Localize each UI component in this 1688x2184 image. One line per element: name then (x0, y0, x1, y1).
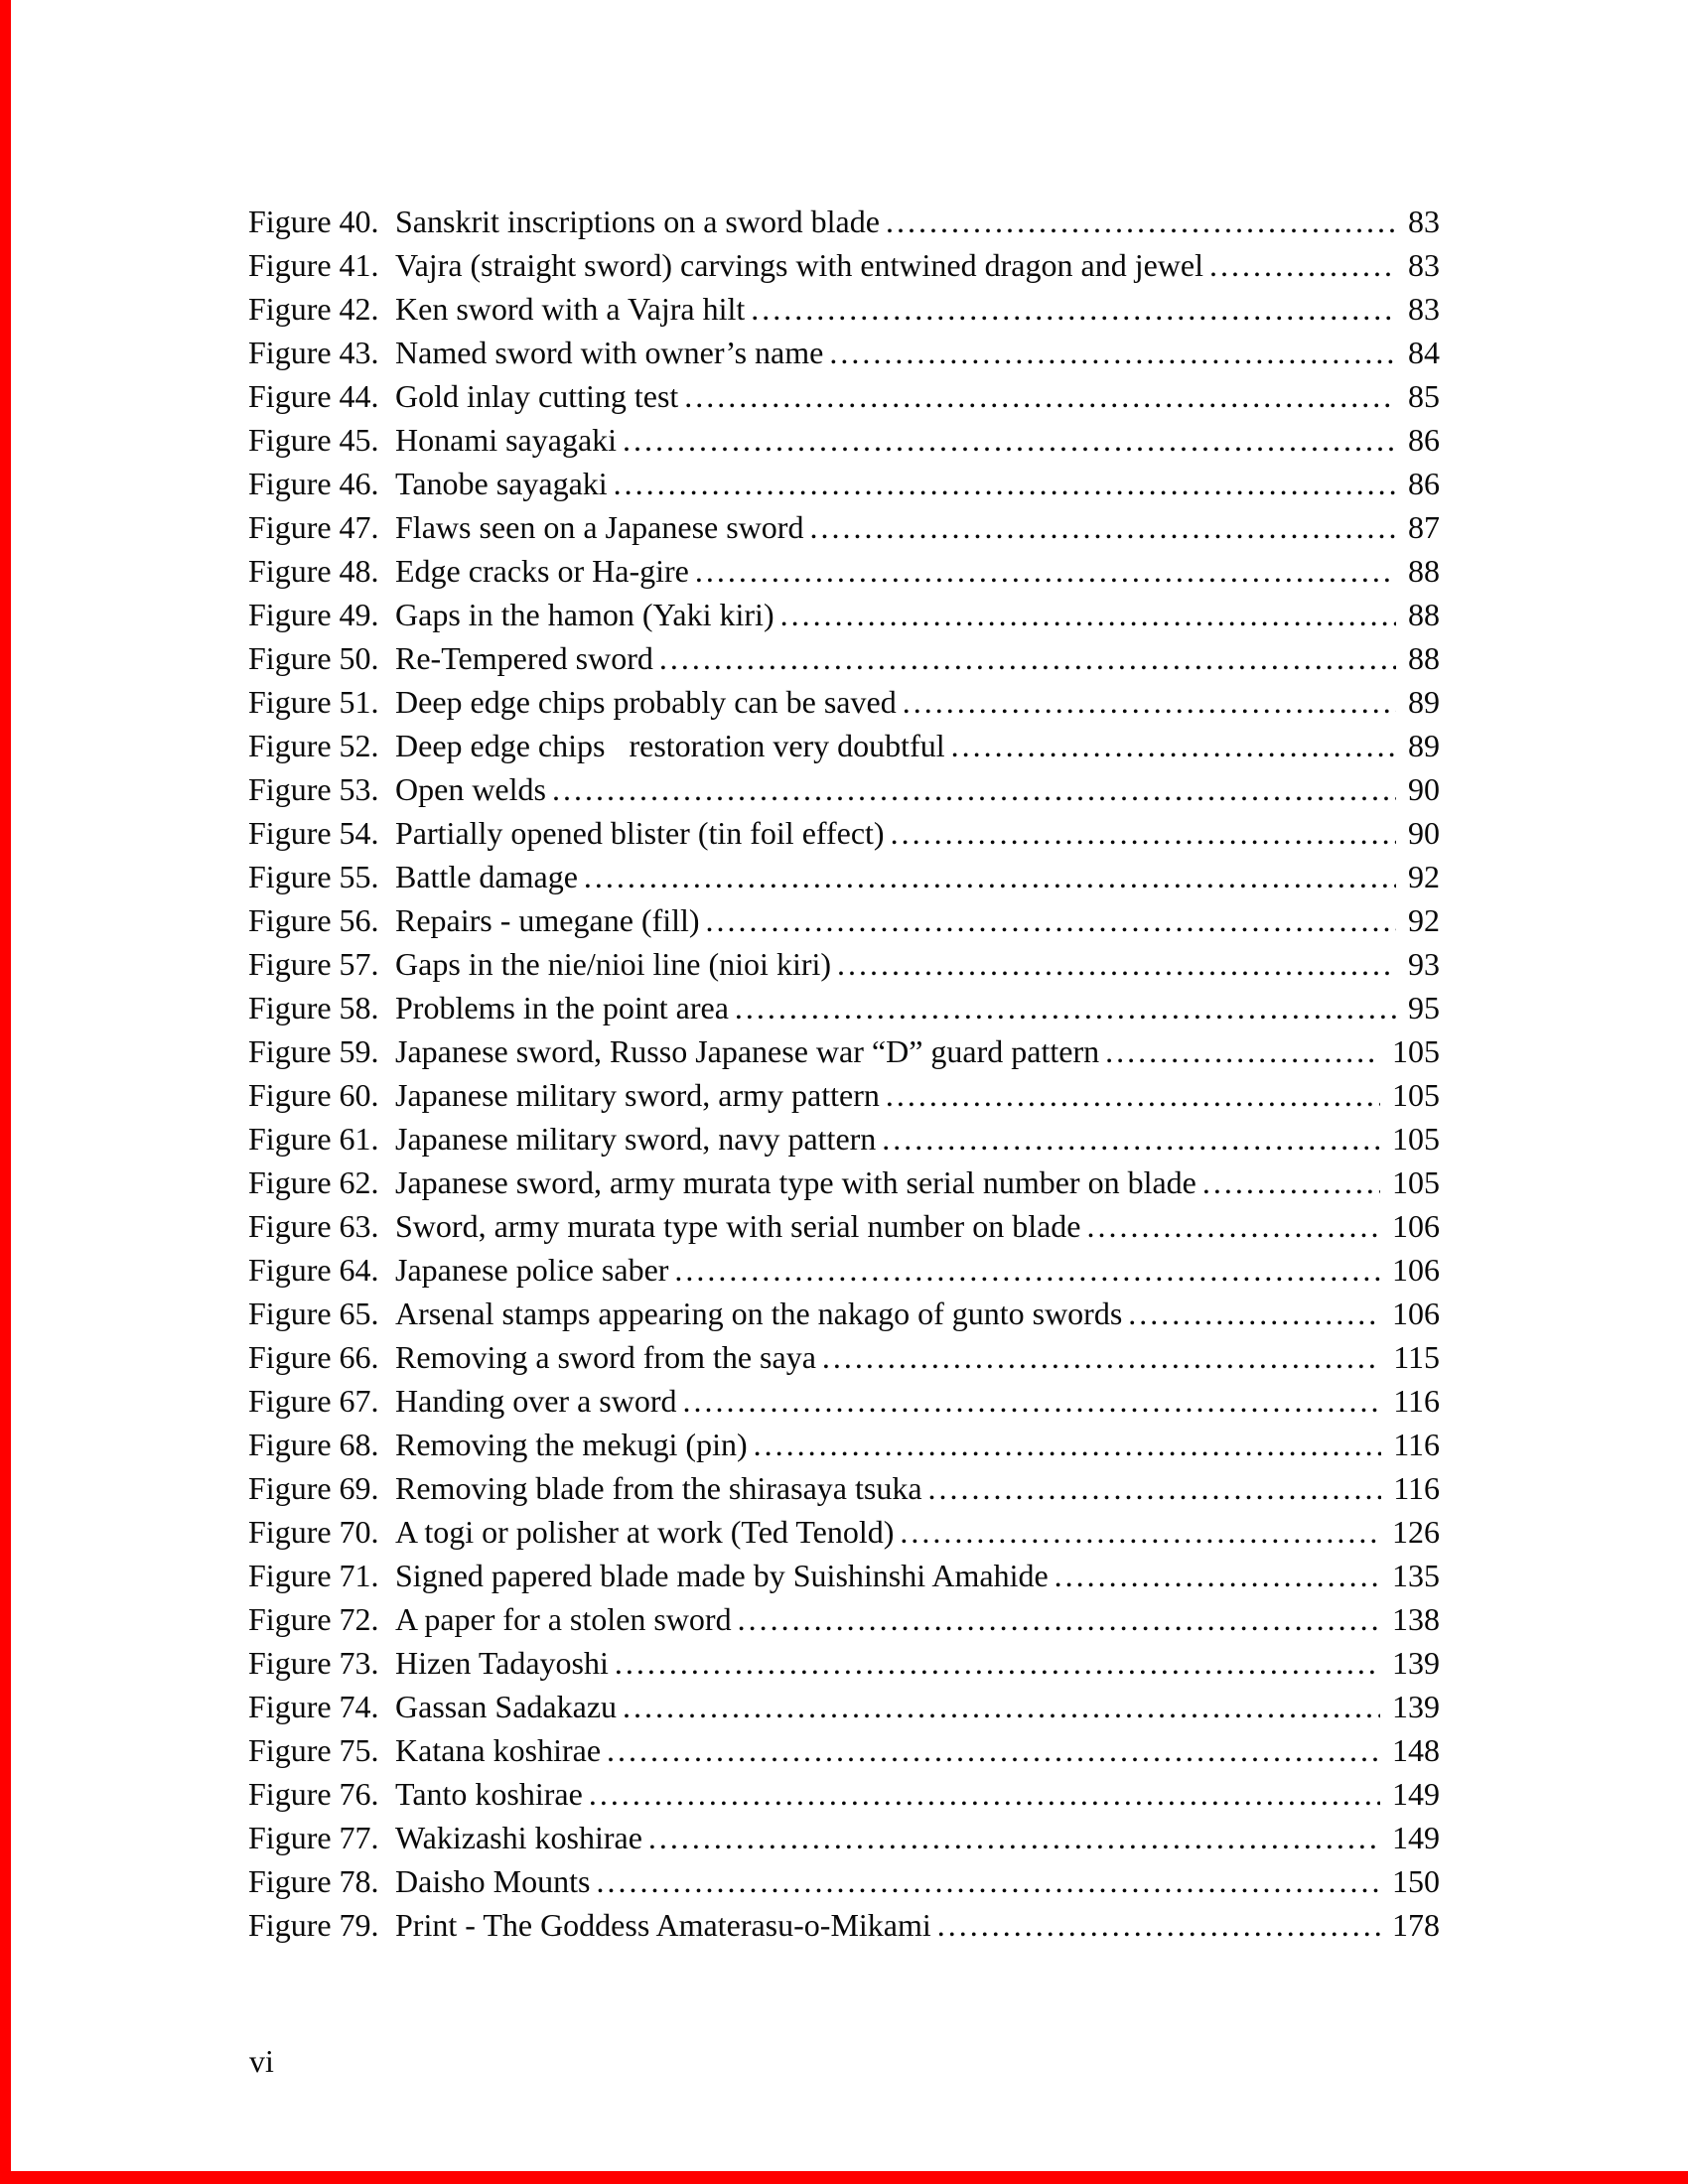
figure-entry (248, 1859, 1440, 1903)
dot-leader (945, 728, 1440, 763)
figure-entry-page: 126 (1380, 1510, 1440, 1554)
dot-leader (885, 815, 1440, 851)
dot-leader (608, 466, 1440, 501)
dot-leader (894, 1514, 1440, 1550)
figure-entry-title: Removing blade from the shirasaya tsuka (395, 1470, 922, 1506)
figure-entry-title: Print - The Goddess Amaterasu-o-Mikami (395, 1907, 931, 1943)
figure-entry (248, 505, 1440, 549)
figure-entry-label: Figure 70. (248, 1514, 379, 1550)
figure-entry-title: Repairs - umegane (fill) (395, 902, 700, 938)
figure-entry-title: A paper for a stolen sword (395, 1601, 732, 1637)
figure-entry-label: Figure 54. (248, 815, 379, 851)
dot-leader (583, 1776, 1440, 1812)
figure-entry-title: Removing a sword from the saya (395, 1339, 816, 1375)
dot-leader (831, 946, 1440, 982)
figure-entry (248, 636, 1440, 680)
figure-entry (248, 200, 1440, 243)
figure-entry-page: 116 (1381, 1466, 1440, 1510)
figure-entry-page: 106 (1380, 1292, 1440, 1335)
figure-entry-title: Japanese police saber (395, 1252, 669, 1288)
dot-leader (546, 771, 1440, 807)
figure-entry-title: Gassan Sadakazu (395, 1689, 618, 1724)
figure-entry (248, 1117, 1440, 1160)
figure-entry-label: Figure 60. (248, 1077, 379, 1113)
figure-entry-page: 88 (1396, 549, 1440, 593)
figure-entry-title: Flaws seen on a Japanese sword (395, 509, 804, 545)
scan-edge-left (0, 0, 11, 2184)
dot-leader (617, 422, 1440, 458)
dot-leader (617, 1689, 1440, 1724)
figure-entry-title: Named sword with owner’s name (395, 335, 824, 370)
figure-entry-page: 86 (1396, 462, 1440, 505)
figure-entry (248, 1073, 1440, 1117)
figure-entry-label: Figure 44. (248, 378, 379, 414)
figure-entry (248, 1204, 1440, 1248)
figure-entry-label: Figure 42. (248, 291, 379, 327)
figure-entry-label: Figure 71. (248, 1558, 379, 1593)
figure-entry-title: Tanto koshirae (395, 1776, 583, 1812)
figure-entry-title: Tanobe sayagaki (395, 466, 608, 501)
dot-leader (922, 1470, 1440, 1506)
figure-entry-label: Figure 53. (248, 771, 379, 807)
figure-entry (248, 1292, 1440, 1335)
figure-entry-title: Gaps in the nie/nioi line (nioi kiri) (395, 946, 832, 982)
dot-leader (880, 204, 1440, 239)
figure-entry-label: Figure 58. (248, 990, 379, 1025)
dot-leader (678, 378, 1440, 414)
figure-entry (248, 1335, 1440, 1379)
figure-entry-page: 83 (1396, 287, 1440, 331)
figure-entry-label: Figure 61. (248, 1121, 379, 1157)
figure-entry-page: 105 (1380, 1073, 1440, 1117)
figure-entry-title: Partially opened blister (tin foil effect) (395, 815, 885, 851)
figure-entry (248, 1554, 1440, 1597)
figure-entry-title: Signed papered blade made by Suishinshi Amahide (395, 1558, 1049, 1593)
figure-entry-label: Figure 45. (248, 422, 379, 458)
dot-leader (668, 1252, 1440, 1288)
figure-entry-label: Figure 66. (248, 1339, 379, 1375)
figure-entry-label: Figure 74. (248, 1689, 379, 1724)
figure-entry (248, 1641, 1440, 1685)
figure-entry (248, 811, 1440, 855)
figure-entry (248, 986, 1440, 1029)
figure-entry (248, 855, 1440, 898)
figure-entry-title: Re-Tempered sword (395, 640, 653, 676)
figure-entry-label: Figure 55. (248, 859, 379, 894)
figure-entry-label: Figure 40. (248, 204, 379, 239)
dot-leader (748, 1427, 1440, 1462)
figure-entry (248, 1903, 1440, 1947)
figure-entry-label: Figure 46. (248, 466, 379, 501)
figure-entry (248, 462, 1440, 505)
page-footer-number: vi (249, 2043, 274, 2079)
figure-entry-title: Vajra (straight sword) carvings with entwined dragon and jewel (395, 247, 1203, 283)
dot-leader (897, 684, 1440, 720)
figure-entry (248, 1772, 1440, 1816)
figure-entry-page: 89 (1396, 680, 1440, 724)
dot-leader (729, 990, 1440, 1025)
figure-entry-page: 84 (1396, 331, 1440, 374)
figure-entry-title: Removing the mekugi (pin) (395, 1427, 748, 1462)
figure-entry (248, 593, 1440, 636)
figure-entry-label: Figure 50. (248, 640, 379, 676)
figure-entry (248, 1248, 1440, 1292)
figure-entry (248, 1160, 1440, 1204)
figure-entry-page: 139 (1380, 1641, 1440, 1685)
dot-leader (774, 597, 1440, 632)
figure-entry-label: Figure 63. (248, 1208, 379, 1244)
figure-entry-title: Ken sword with a Vajra hilt (395, 291, 746, 327)
figure-entry (248, 418, 1440, 462)
dot-leader (689, 553, 1440, 589)
figure-entry-title: Gold inlay cutting test (395, 378, 679, 414)
figure-entry-page: 88 (1396, 593, 1440, 636)
figure-entry-title: Edge cracks or Ha-gire (395, 553, 689, 589)
figure-entry (248, 898, 1440, 942)
figure-entry-label: Figure 68. (248, 1427, 379, 1462)
figure-entry-page: 150 (1380, 1859, 1440, 1903)
figure-entry-title: Japanese military sword, navy pattern (395, 1121, 877, 1157)
scan-edge-bottom (0, 2171, 1688, 2184)
dot-leader (653, 640, 1440, 676)
figure-entry (248, 680, 1440, 724)
dot-leader (609, 1645, 1440, 1681)
dot-leader (876, 1121, 1440, 1157)
figure-entry-title: Japanese sword, Russo Japanese war “D” guard pattern (395, 1033, 1100, 1069)
figure-entry-page: 105 (1380, 1117, 1440, 1160)
dot-leader (880, 1077, 1440, 1113)
figure-entry-page: 83 (1396, 243, 1440, 287)
figure-entry-page: 83 (1396, 200, 1440, 243)
figure-entry-page: 87 (1396, 505, 1440, 549)
figure-entry (248, 767, 1440, 811)
figure-entry-page: 90 (1396, 811, 1440, 855)
figure-entry-label: Figure 52. (248, 728, 379, 763)
figure-entry-title: Wakizashi koshirae (395, 1820, 642, 1855)
figure-entry-title: Daisho Mounts (395, 1863, 591, 1899)
dot-leader (803, 509, 1440, 545)
figure-entry-title: Sword, army murata type with serial number on blade (395, 1208, 1081, 1244)
dot-leader (816, 1339, 1440, 1375)
figure-entry-page: 86 (1396, 418, 1440, 462)
figure-entry-title: Open welds (395, 771, 546, 807)
figure-entry-page: 148 (1380, 1728, 1440, 1772)
figure-entry (248, 549, 1440, 593)
figure-entry-title: Problems in the point area (395, 990, 729, 1025)
figure-entry (248, 1423, 1440, 1466)
figure-entry-label: Figure 69. (248, 1470, 379, 1506)
figure-entry-title: Japanese sword, army murata type with serial number on blade (395, 1164, 1196, 1200)
figure-entry-page: 138 (1380, 1597, 1440, 1641)
figure-entry-title: Deep edge chips probably can be saved (395, 684, 897, 720)
figure-entry-label: Figure 59. (248, 1033, 379, 1069)
figure-entry-label: Figure 48. (248, 553, 379, 589)
figure-entry (248, 1466, 1440, 1510)
figure-entry-page: 93 (1396, 942, 1440, 986)
figure-entry-page: 95 (1396, 986, 1440, 1029)
dot-leader (590, 1863, 1440, 1899)
figure-entry-title: A togi or polisher at work (Ted Tenold) (395, 1514, 895, 1550)
figure-entry-label: Figure 57. (248, 946, 379, 982)
figure-entry-page: 139 (1380, 1685, 1440, 1728)
figure-entry-title: Gaps in the hamon (Yaki kiri) (395, 597, 774, 632)
figure-entry (248, 1685, 1440, 1728)
figure-entry (248, 942, 1440, 986)
figure-entry-title: Japanese military sword, army pattern (395, 1077, 880, 1113)
figure-entry-label: Figure 41. (248, 247, 379, 283)
figure-entry (248, 724, 1440, 767)
dot-leader (745, 291, 1440, 327)
dot-leader (931, 1907, 1440, 1943)
figure-entry-label: Figure 76. (248, 1776, 379, 1812)
figure-entry-label: Figure 75. (248, 1732, 379, 1768)
figure-entry-label: Figure 65. (248, 1296, 379, 1331)
figure-entry-title: Arsenal stamps appearing on the nakago of gunto swords (395, 1296, 1123, 1331)
figure-entry (248, 1510, 1440, 1554)
figure-entry-title: Handing over a sword (395, 1383, 677, 1419)
dot-leader (578, 859, 1440, 894)
figure-entry-label: Figure 47. (248, 509, 379, 545)
figure-entry-label: Figure 64. (248, 1252, 379, 1288)
figure-entry-label: Figure 56. (248, 902, 379, 938)
figure-entry-title: Honami sayagaki (395, 422, 618, 458)
list-of-figures (248, 200, 1440, 1947)
figure-entry-label: Figure 67. (248, 1383, 379, 1419)
dot-leader (601, 1732, 1440, 1768)
dot-leader (700, 902, 1440, 938)
figure-entry-page: 106 (1380, 1204, 1440, 1248)
figure-entry-label: Figure 73. (248, 1645, 379, 1681)
figure-entry (248, 1379, 1440, 1423)
figure-entry (248, 1029, 1440, 1073)
figure-entry-label: Figure 49. (248, 597, 379, 632)
dot-leader (642, 1820, 1440, 1855)
figure-entry-page: 116 (1381, 1379, 1440, 1423)
figure-entry-page: 85 (1396, 374, 1440, 418)
figure-entry-page: 135 (1380, 1554, 1440, 1597)
dot-leader (676, 1383, 1440, 1419)
figure-entry-label: Figure 51. (248, 684, 379, 720)
figure-entry-title: Hizen Tadayoshi (395, 1645, 609, 1681)
figure-entry-page: 115 (1381, 1335, 1440, 1379)
figure-entry-page: 105 (1380, 1160, 1440, 1204)
figure-entry-label: Figure 77. (248, 1820, 379, 1855)
figure-entry (248, 1597, 1440, 1641)
figure-entry (248, 243, 1440, 287)
figure-entry-page: 116 (1381, 1423, 1440, 1466)
figure-entry (248, 1728, 1440, 1772)
figure-entry-page: 92 (1396, 855, 1440, 898)
dot-leader (732, 1601, 1440, 1637)
figure-entry-page: 90 (1396, 767, 1440, 811)
figure-entry-page: 178 (1380, 1903, 1440, 1947)
figure-entry-title: Sanskrit inscriptions on a sword blade (395, 204, 880, 239)
figure-entry-title: Deep edge chips restoration very doubtful (395, 728, 945, 763)
figure-entry-page: 106 (1380, 1248, 1440, 1292)
figure-entry-page: 88 (1396, 636, 1440, 680)
figure-entry-label: Figure 62. (248, 1164, 379, 1200)
figure-entry (248, 287, 1440, 331)
figure-entry-label: Figure 72. (248, 1601, 379, 1637)
figure-entry-page: 149 (1380, 1772, 1440, 1816)
figure-entry-page: 105 (1380, 1029, 1440, 1073)
figure-entry (248, 331, 1440, 374)
figure-entry-page: 92 (1396, 898, 1440, 942)
figure-entry (248, 374, 1440, 418)
figure-entry-label: Figure 79. (248, 1907, 379, 1943)
figure-entry-label: Figure 78. (248, 1863, 379, 1899)
figure-entry-title: Battle damage (395, 859, 578, 894)
figure-entry (248, 1816, 1440, 1859)
figure-entry-label: Figure 43. (248, 335, 379, 370)
figure-entry-page: 149 (1380, 1816, 1440, 1859)
dot-leader (823, 335, 1440, 370)
figure-entry-page: 89 (1396, 724, 1440, 767)
figure-entry-title: Katana koshirae (395, 1732, 602, 1768)
